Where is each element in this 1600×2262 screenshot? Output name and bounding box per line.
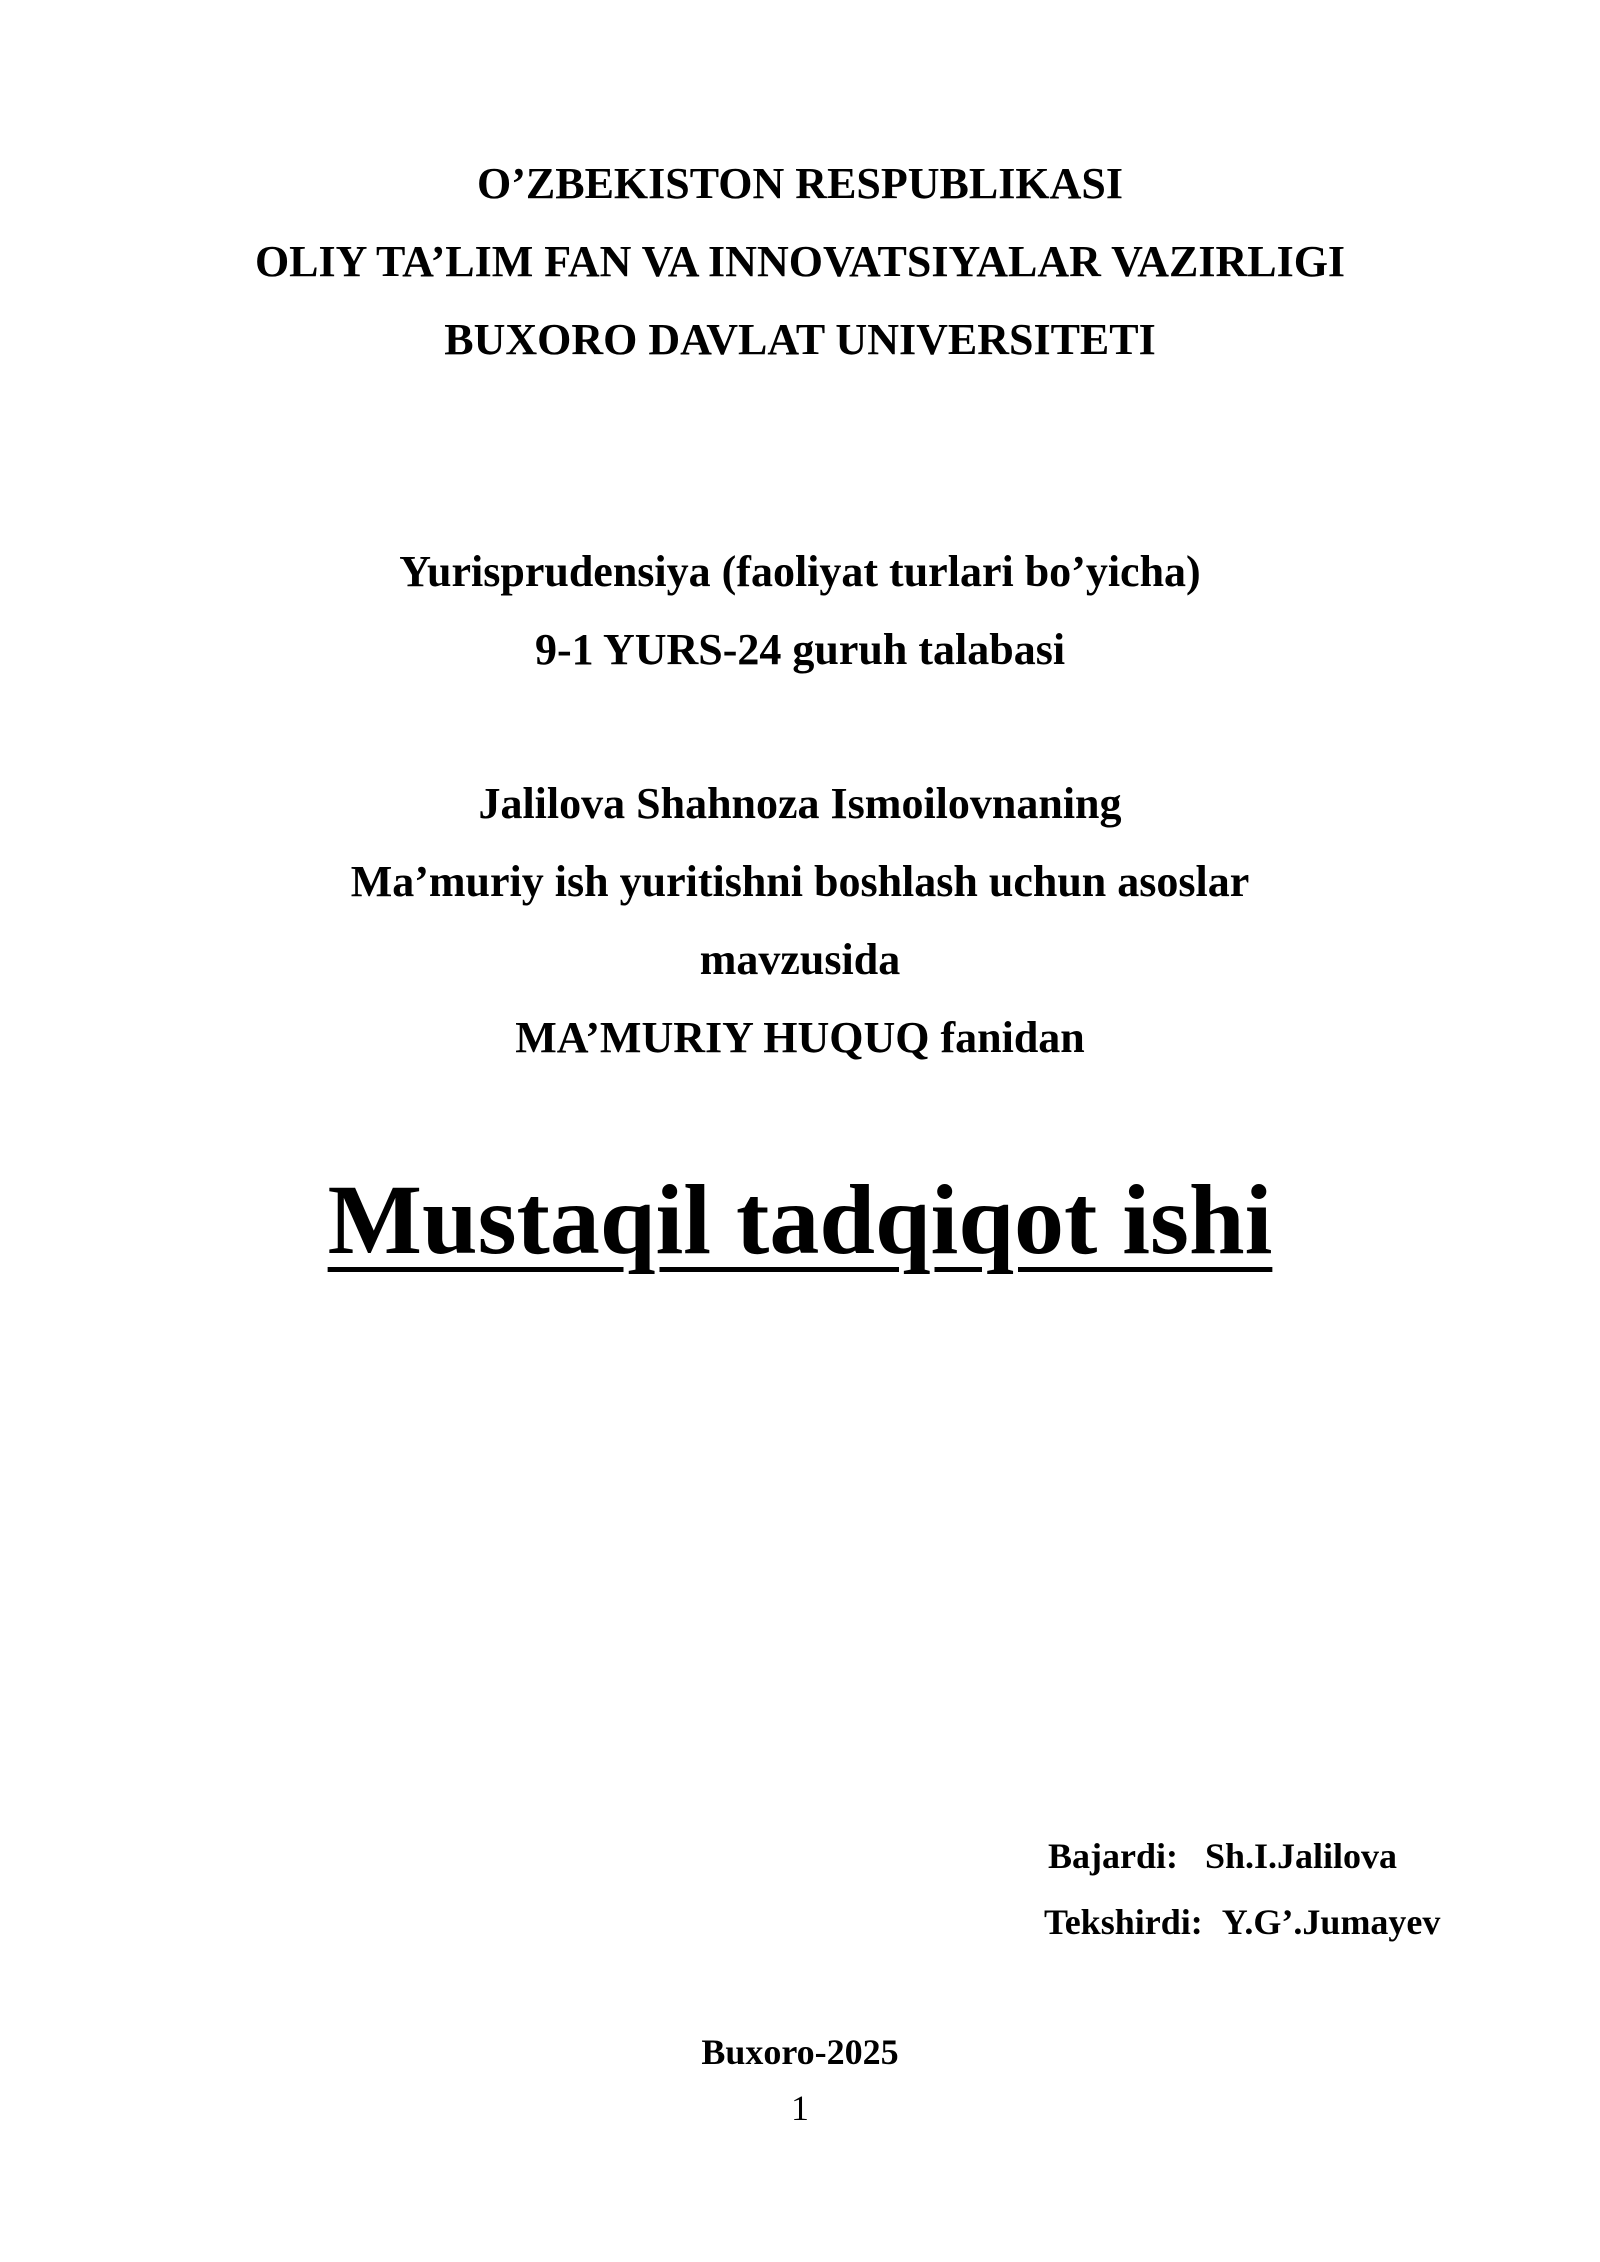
header-ministry: OLIY TA’LIM FAN VA INNOVATSIYALAR VAZIRLIGI bbox=[254, 237, 1346, 286]
signature-checked bbox=[1044, 1904, 1440, 1940]
signature-done bbox=[1048, 1838, 1397, 1874]
checked-label: Tekshirdi: bbox=[1044, 1902, 1203, 1942]
topic-line-2: mavzusida bbox=[699, 935, 901, 984]
study-direction: Yurisprudensiya (faoliyat turlari bo’yicha) bbox=[399, 547, 1201, 596]
header-country: O’ZBEKISTON RESPUBLIKASI bbox=[477, 159, 1123, 208]
checked-name: Y.G’.Jumayev bbox=[1221, 1902, 1441, 1942]
topic-line-1: Ma’muriy ish yuritishni boshlash uchun asoslar bbox=[350, 857, 1250, 906]
done-label: Bajardi: bbox=[1048, 1836, 1178, 1876]
student-name: Jalilova Shahnoza Ismoilovnaning bbox=[478, 779, 1122, 828]
student-group: 9-1 YURS-24 guruh talabasi bbox=[534, 625, 1066, 674]
header-university: BUXORO DAVLAT UNIVERSITETI bbox=[444, 315, 1156, 364]
done-name: Sh.I.Jalilova bbox=[1205, 1836, 1398, 1876]
city-year: Buxoro-2025 bbox=[701, 2032, 899, 2072]
page-number: 1 bbox=[791, 2088, 809, 2128]
document-title: Mustaqil tadqiqot ishi bbox=[327, 1164, 1273, 1275]
subject-name: MA’MURIY HUQUQ fanidan bbox=[515, 1013, 1085, 1062]
